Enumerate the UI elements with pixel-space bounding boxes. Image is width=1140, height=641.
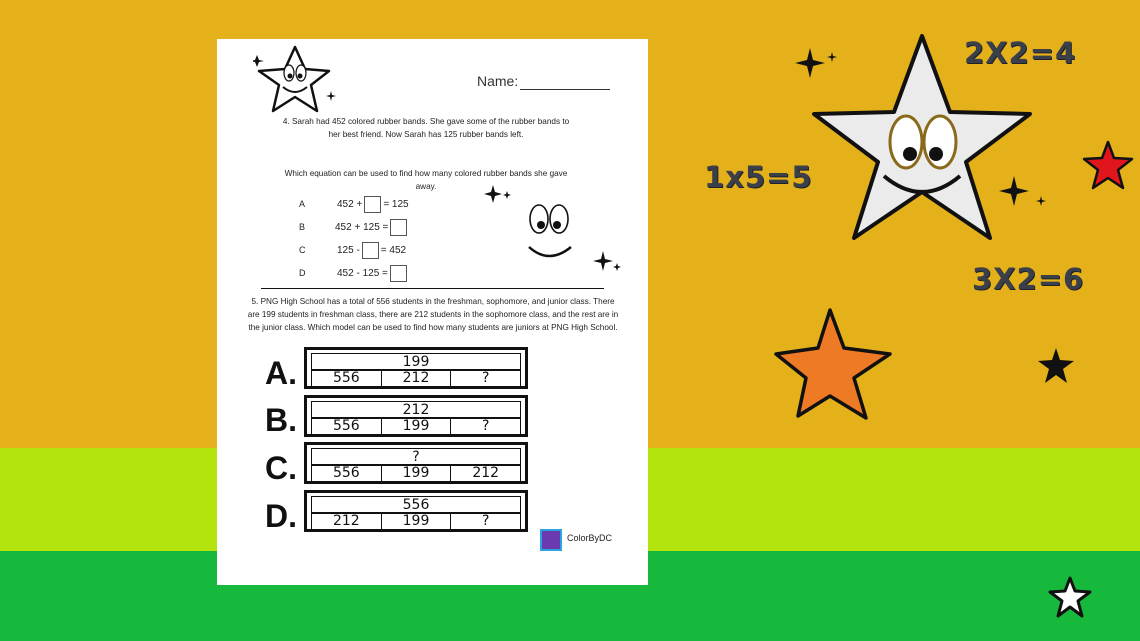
model-b-top: 212 [311,401,521,419]
model-a-top: 199 [311,353,521,371]
model-d-letter: D. [265,498,297,534]
model-a-bottom [311,369,521,388]
model-c-letter: C. [265,450,297,486]
model-c-top: ? [311,448,521,466]
option-a-blank [364,196,381,213]
model-b-bottom [311,417,521,436]
name-label: Name: [477,73,519,89]
model-c-cell: 199 [382,465,452,482]
model-c-bottom [311,464,521,483]
model-d [304,490,528,532]
model-d-cell: 212 [312,513,382,530]
option-d-blank [390,265,407,282]
sparkle-icon [792,44,852,84]
question-5-number: 5. [251,297,259,306]
model-a-cell: 556 [312,370,382,387]
option-d-left: 452 - 125 = [337,268,388,280]
option-c-blank [362,242,379,259]
model-d-top: 556 [311,496,521,514]
question-4-text [281,115,571,141]
model-b-letter: B. [265,402,297,438]
model-b-cell: 199 [382,418,452,435]
sparkle-icon [996,170,1056,214]
model-a-cell: 212 [382,370,452,387]
name-line [520,89,610,90]
black-star-icon [1036,346,1076,386]
option-b-letter: B [299,222,306,232]
equation-1x5: 1x5=5 [704,160,813,194]
option-c-letter: C [299,245,306,255]
question-4-prompt: Which equation can be used to find how many colored rubber bands she gave away. [284,169,568,191]
question-4-body: Sarah had 452 colored rubber bands. She gave some of the rubber bands to her best friend. Now Sarah has 125 rubber bands left. [291,117,570,139]
red-star-icon [1080,138,1136,194]
model-d-cell: ? [481,513,490,529]
model-a-cell: ? [481,370,490,386]
option-b-blank [390,219,407,236]
model-c [304,442,528,484]
model-d-bottom [311,512,521,531]
option-c-right: = 452 [380,245,407,257]
question-5-text [247,295,619,334]
model-a-letter: A. [265,355,297,391]
equation-2x2: 2X2=4 [964,36,1077,70]
question-4-number: 4. [282,117,290,126]
option-b-equation [335,219,409,236]
option-c-left: 125 - [337,245,360,257]
star-face-icon [253,43,339,119]
option-a-equation [337,196,409,213]
option-a-left: 452 + [337,199,363,211]
option-a-letter: A [299,199,306,209]
model-c-cell: 212 [472,465,500,481]
equation-3x2: 3X2=6 [972,262,1085,296]
smiley-face-icon [483,179,623,279]
model-d-cell: 199 [382,513,452,530]
question-5-body: PNG High School has a total of 556 students in the freshman, sophomore, and junior class. There are 199 students in freshman class, there are 212 students in the sophomore class, and the rest are in the junior class. Which model can be used to find how many students are juniors at PNG High School. [247,297,619,332]
section-divider [261,288,604,289]
white-star-icon [1046,574,1094,622]
option-d-equation [337,265,409,282]
brand-name: ColorByDC [567,533,613,543]
option-c-equation [337,242,406,259]
orange-star-icon [772,304,896,424]
model-a [304,347,528,389]
brand-logo [540,529,562,551]
worksheet-page [217,39,648,585]
option-a-right: = 125 [383,199,409,211]
model-b-cell: ? [481,418,490,434]
model-b-cell: 556 [312,418,382,435]
option-b-left: 452 + 125 = [335,222,389,234]
model-b [304,395,528,437]
model-c-cell: 556 [312,465,382,482]
option-d-letter: D [299,268,306,278]
